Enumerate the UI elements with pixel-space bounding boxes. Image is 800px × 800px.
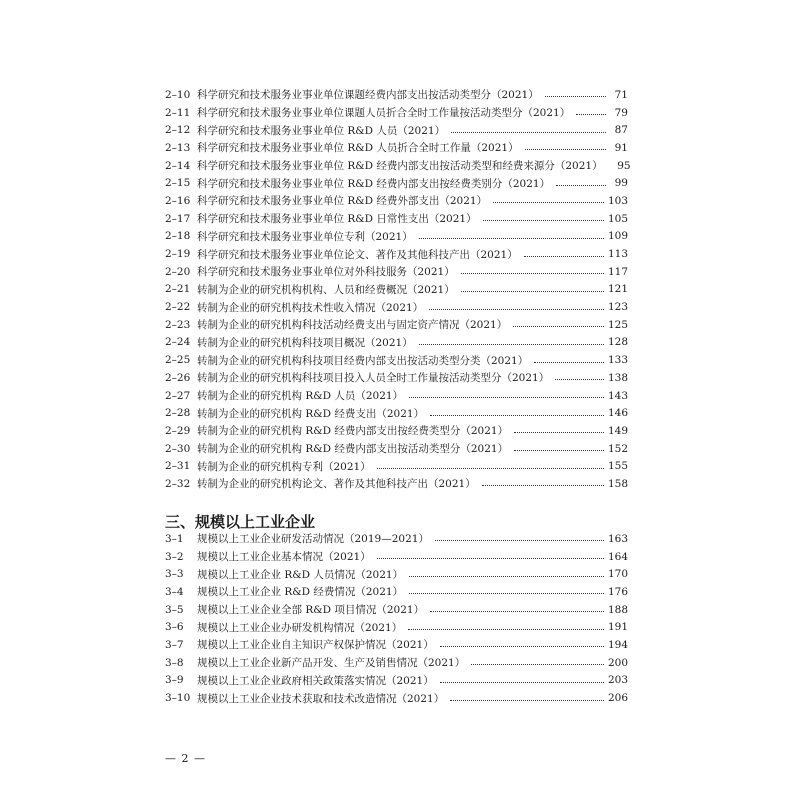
- toc-entry-title: 科学研究和技术服务业事业单位论文、著作及其他科技产出（2021）: [197, 248, 518, 261]
- dot-leader: [482, 485, 604, 486]
- toc-entry-number: 3–9: [165, 674, 184, 687]
- dot-leader: [408, 629, 604, 630]
- toc-entry-page: 103: [607, 194, 628, 207]
- toc-entry: [165, 210, 628, 228]
- toc-entry-title: 规模以上工业企业办研发机构情况（2021）: [197, 621, 403, 634]
- dot-leader: [556, 185, 606, 186]
- toc-entry-title: 规模以上工业企业基本情况（2021）: [197, 551, 371, 564]
- dot-leader: [377, 558, 604, 559]
- toc-entry-number: 2–11: [165, 106, 191, 119]
- toc-entry-page: 87: [614, 124, 628, 137]
- toc-entry-title: 规模以上工业企业技术获取和技术改造情况（2021）: [197, 692, 445, 705]
- toc-entry: [165, 530, 628, 548]
- toc-entry-title: 科学研究和技术服务业事业单位 R&D 经费内部支出按经费类别分（2021）: [197, 177, 551, 190]
- toc-entry-number: 2–31: [165, 460, 191, 473]
- toc-entry: [165, 192, 628, 210]
- toc-entry-number: 3–8: [165, 656, 184, 669]
- toc-entry-title: 转制为企业的研究机构科技项目概况（2021）: [197, 336, 413, 349]
- toc-entry-page: 206: [607, 692, 628, 705]
- toc-entry: [165, 86, 628, 104]
- dot-leader: [419, 344, 604, 345]
- toc-entry-number: 2–27: [165, 389, 191, 402]
- dot-leader: [525, 149, 606, 150]
- dot-leader: [435, 540, 604, 541]
- toc-entry-page: 113: [607, 248, 628, 261]
- toc-entry: [165, 457, 628, 475]
- toc-entry: [165, 281, 628, 299]
- toc-entry-number: 2–15: [165, 177, 191, 190]
- toc-entry-number: 3–10: [165, 692, 191, 705]
- toc-entry-title: 科学研究和技术服务业事业单位课题经费内部支出按活动类型分（2021）: [197, 89, 539, 102]
- toc-entry: [165, 387, 628, 405]
- toc-entry-page: 164: [607, 550, 628, 563]
- section-three-heading: 三、规模以上工业企业: [165, 513, 316, 531]
- toc-entry-number: 2–17: [165, 212, 191, 225]
- toc-entry-page: 123: [607, 301, 628, 314]
- toc-entry-page: 91: [614, 141, 628, 154]
- toc-entry-title: 科学研究和技术服务业事业单位 R&D 人员（2021）: [197, 124, 446, 137]
- toc-entry-title: 转制为企业的研究机构科技项目投入人员全时工作量按活动类型分（2021）: [197, 372, 550, 385]
- toc-entry: [165, 601, 628, 619]
- toc-list-section-three: [165, 530, 628, 707]
- toc-entry: [165, 228, 628, 246]
- toc-entry: [165, 316, 628, 334]
- toc-entry: [165, 689, 628, 707]
- toc-entry-title: 转制为企业的研究机构 R&D 人员（2021）: [197, 390, 404, 403]
- toc-entry-number: 2–22: [165, 301, 191, 314]
- toc-entry-page: 170: [607, 568, 628, 581]
- toc-entry: [165, 618, 628, 636]
- toc-entry-number: 3–2: [165, 550, 184, 563]
- toc-list-section-two: [165, 86, 631, 493]
- toc-entry-page: 203: [607, 674, 628, 687]
- dot-leader: [409, 593, 604, 594]
- dot-leader: [461, 291, 604, 292]
- toc-entry: [165, 440, 628, 458]
- toc-entry-number: 2–26: [165, 371, 191, 384]
- toc-entry-title: 转制为企业的研究机构论文、著作及其他科技产出（2021）: [197, 478, 476, 491]
- toc-entry-title: 转制为企业的研究机构 R&D 经费内部支出按活动类型分（2021）: [197, 443, 509, 456]
- toc-entry-number: 2–13: [165, 141, 191, 154]
- toc-entry-number: 2–19: [165, 248, 191, 261]
- toc-entry-title: 规模以上工业企业 R&D 人员情况（2021）: [197, 568, 404, 581]
- toc-entry-number: 2–30: [165, 442, 191, 455]
- toc-entry-title: 转制为企业的研究机构 R&D 经费内部支出按经费类型分（2021）: [197, 425, 509, 438]
- toc-entry: [165, 139, 628, 157]
- toc-entry-page: 194: [607, 638, 628, 651]
- toc-entry-page: 143: [607, 389, 628, 402]
- toc-entry-number: 2–32: [165, 477, 191, 490]
- toc-entry: [165, 245, 628, 263]
- toc-entry-title: 转制为企业的研究机构技术性收入情况（2021）: [197, 301, 424, 314]
- toc-entry-number: 2–25: [165, 354, 191, 367]
- dot-leader: [429, 309, 604, 310]
- dot-leader: [483, 220, 604, 221]
- toc-entry-page: 149: [607, 424, 628, 437]
- dot-leader: [524, 256, 604, 257]
- toc-entry-title: 规模以上工业企业 R&D 经费情况（2021）: [197, 586, 404, 599]
- dot-leader: [514, 450, 604, 451]
- toc-entry-number: 2–24: [165, 336, 191, 349]
- toc-entry: [165, 157, 631, 175]
- toc-entry-number: 2–28: [165, 407, 191, 420]
- toc-entry: [165, 475, 628, 493]
- toc-entry-title: 科学研究和技术服务业事业单位对外科技服务（2021）: [197, 266, 455, 279]
- toc-entry-number: 2–18: [165, 230, 191, 243]
- toc-entry-page: 105: [607, 212, 628, 225]
- toc-entry-title: 转制为企业的研究机构专利（2021）: [197, 460, 371, 473]
- dot-leader: [555, 379, 604, 380]
- toc-entry-title: 转制为企业的研究机构 R&D 经费支出（2021）: [197, 407, 425, 420]
- toc-entry-page: 146: [607, 407, 628, 420]
- dot-leader: [513, 326, 604, 327]
- toc-entry: [165, 636, 628, 654]
- toc-entry: [165, 298, 628, 316]
- toc-entry-title: 规模以上工业企业全部 R&D 项目情况（2021）: [197, 604, 425, 617]
- toc-entry-title: 转制为企业的研究机构机构、人员和经费概况（2021）: [197, 283, 455, 296]
- toc-entry-title: 科学研究和技术服务业事业单位 R&D 经费外部支出（2021）: [197, 195, 488, 208]
- toc-entry-number: 3–5: [165, 603, 184, 616]
- toc-entry-number: 2–16: [165, 194, 191, 207]
- toc-entry-page: 95: [617, 159, 631, 172]
- toc-entry-page: 117: [607, 265, 628, 278]
- dot-leader: [409, 576, 604, 577]
- toc-entry: [165, 334, 628, 352]
- toc-entry-title: 规模以上工业企业政府相关政策落实情况（2021）: [197, 674, 434, 687]
- toc-entry: [165, 422, 628, 440]
- toc-entry-title: 转制为企业的研究机构科技活动经费支出与固定资产情况（2021）: [197, 319, 508, 332]
- toc-entry-page: 109: [607, 230, 628, 243]
- toc-entry: [165, 583, 628, 601]
- toc-entry-page: 152: [607, 442, 628, 455]
- dot-leader: [377, 468, 604, 469]
- toc-entry-title: 规模以上工业企业自主知识产权保护情况（2021）: [197, 639, 434, 652]
- dot-leader: [440, 646, 604, 647]
- toc-entry-page: 71: [614, 88, 628, 101]
- toc-entry-page: 176: [607, 585, 628, 598]
- toc-entry: [165, 672, 628, 690]
- toc-entry: [165, 104, 628, 122]
- toc-entry: [165, 351, 628, 369]
- toc-entry: [165, 174, 628, 192]
- toc-entry-page: 155: [607, 460, 628, 473]
- toc-entry-number: 2–29: [165, 424, 191, 437]
- toc-entry-page: 158: [607, 477, 628, 490]
- dot-leader: [545, 96, 606, 97]
- toc-entry-title: 科学研究和技术服务业事业单位 R&D 经费内部支出按活动类型和经费来源分（2021）: [197, 160, 603, 173]
- toc-entry-number: 3–1: [165, 532, 184, 545]
- toc-entry-page: 191: [607, 621, 628, 634]
- toc-entry-number: 2–10: [165, 88, 191, 101]
- toc-entry-page: 163: [607, 532, 628, 545]
- dot-leader: [440, 682, 604, 683]
- dot-leader: [471, 664, 604, 665]
- toc-entry: [165, 565, 628, 583]
- toc-entry-title: 规模以上工业企业研发活动情况（2019—2021）: [197, 533, 429, 546]
- toc-entry-page: 99: [614, 177, 628, 190]
- dot-leader: [419, 238, 604, 239]
- toc-entry-number: 2–12: [165, 124, 191, 137]
- toc-entry: [165, 404, 628, 422]
- toc-entry-page: 79: [614, 106, 628, 119]
- toc-entry-number: 3–7: [165, 638, 184, 651]
- toc-entry-number: 2–23: [165, 318, 191, 331]
- dot-leader: [409, 397, 604, 398]
- toc-entry-title: 科学研究和技术服务业事业单位专利（2021）: [197, 230, 413, 243]
- toc-entry-number: 3–4: [165, 585, 184, 598]
- dot-leader: [461, 273, 604, 274]
- toc-entry-page: 125: [607, 318, 628, 331]
- dot-leader: [576, 114, 606, 115]
- toc-entry-title: 科学研究和技术服务业事业单位 R&D 人员折合全时工作量（2021）: [197, 142, 519, 155]
- toc-entry-page: 128: [607, 336, 628, 349]
- toc-entry: [165, 263, 628, 281]
- toc-entry: [165, 369, 628, 387]
- toc-entry-number: 3–6: [165, 621, 184, 634]
- toc-entry-number: 2–14: [165, 159, 191, 172]
- toc-entry-page: 188: [607, 603, 628, 616]
- toc-entry-title: 科学研究和技术服务业事业单位课题人员折合全时工作量按活动类型分（2021）: [197, 107, 571, 120]
- toc-entry: [165, 121, 628, 139]
- toc-entry-page: 200: [607, 656, 628, 669]
- toc-entry-title: 科学研究和技术服务业事业单位 R&D 日常性支出（2021）: [197, 213, 477, 226]
- dot-leader: [451, 132, 606, 133]
- page-number-footer: — 2 —: [165, 752, 206, 765]
- toc-entry-page: 138: [607, 371, 628, 384]
- toc-entry: [165, 654, 628, 672]
- toc-entry: [165, 548, 628, 566]
- toc-entry-title: 规模以上工业企业新产品开发、生产及销售情况（2021）: [197, 657, 466, 670]
- dot-leader: [430, 415, 604, 416]
- toc-entry-page: 133: [607, 354, 628, 367]
- dot-leader: [534, 362, 604, 363]
- toc-entry-page: 121: [607, 283, 628, 296]
- dot-leader: [514, 432, 604, 433]
- toc-entry-number: 2–21: [165, 283, 191, 296]
- dot-leader: [493, 202, 604, 203]
- toc-entry-number: 3–3: [165, 568, 184, 581]
- toc-entry-title: 转制为企业的研究机构科技项目经费内部支出按活动类型分类（2021）: [197, 354, 529, 367]
- dot-leader: [450, 700, 604, 701]
- dot-leader: [430, 611, 604, 612]
- toc-entry-number: 2–20: [165, 265, 191, 278]
